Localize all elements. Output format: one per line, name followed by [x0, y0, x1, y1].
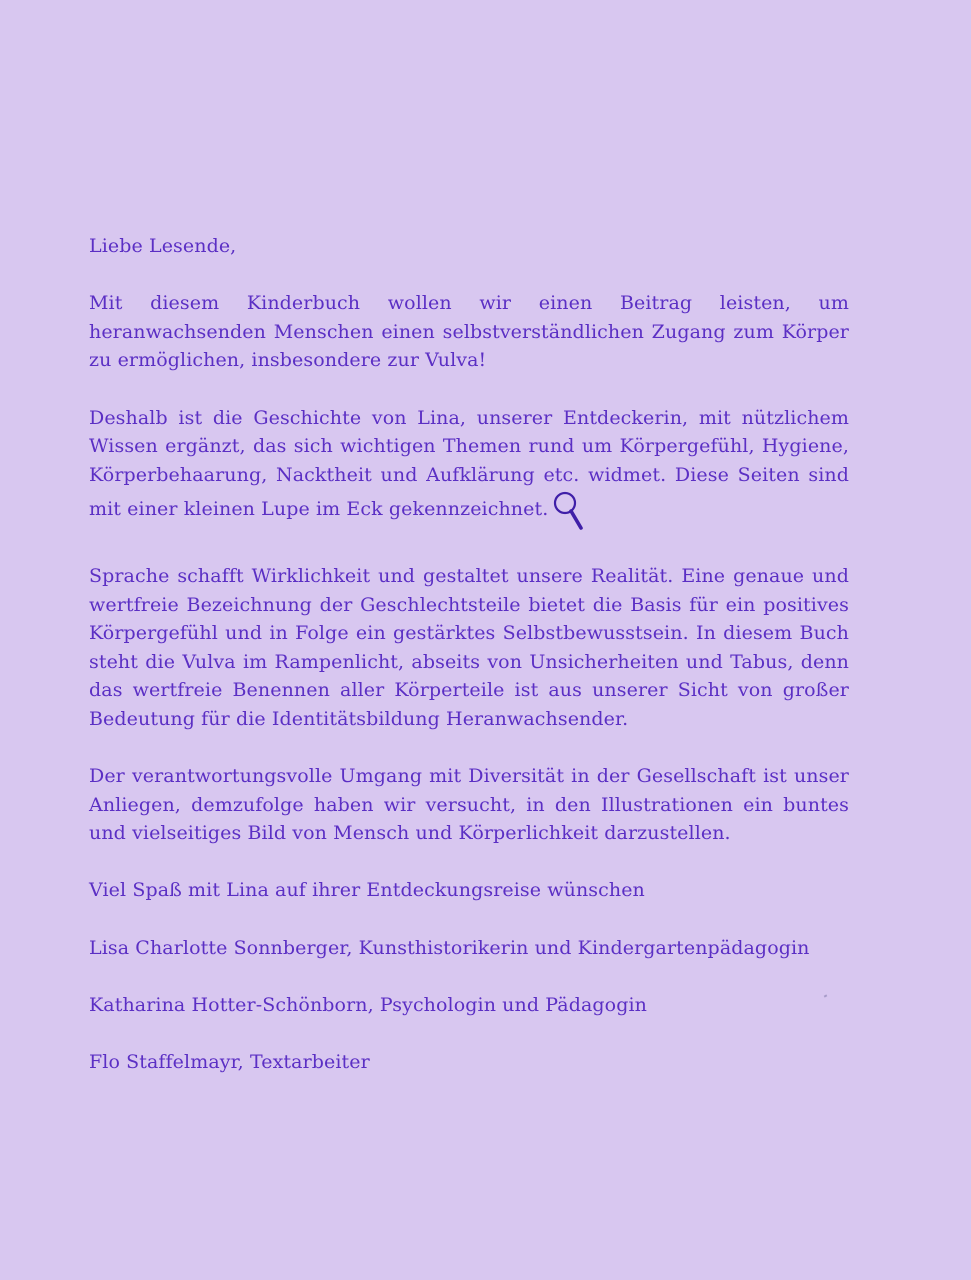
signature-line: Katharina Hotter-Schönborn, Psychologin und Pädagogin [89, 993, 647, 1016]
paragraph-language: Sprache schafft Wirklichkeit und gestaltet unsere Realität. Eine genaue und wertfreie Bezeichnung der Geschlechtsteile bietet die Basis für ein positives Körpergefühl und in Folge ein gestärktes Selbstbewusstsein. In diesem Buch steht die Vulva im Rampenlicht, abseits von Unsicherheiten und Tabus, denn das wertfreie Benennen aller Körperteile ist aus unserer Sicht von großer Bedeutung für die Identitätsbildung Heranwachsender. [89, 564, 849, 730]
foreword-text [89, 232, 849, 1105]
signature-block [89, 934, 849, 1077]
signature-line: Lisa Charlotte Sonnberger, Kunsthistorikerin und Kindergartenpädagogin [89, 936, 810, 959]
paragraph-lupe-info [89, 404, 849, 534]
paragraph-lupe-text: Deshalb ist die Geschichte von Lina, unserer Entdeckerin, mit nützlichem Wissen ergänzt, das sich wichtigen Themen rund um Körpergefühl, Hygiene, Körperbehaarung, Nacktheit und Aufklärung etc. widmet. Diese Seiten sind mit einer kleinen Lupe im Eck gekennzeichnet. [89, 406, 849, 521]
magnifier-icon [550, 489, 586, 533]
paragraph-diversity: Der verantwortungsvolle Umgang mit Diversität in der Gesellschaft ist unser Anliegen, demzufolge haben wir versucht, in den Illustrationen ein buntes und vielseitiges Bild von Mensch und Körperlichkeit darzustellen. [89, 765, 849, 845]
paragraph-intro: Mit diesem Kinderbuch wollen wir einen Beitrag leisten, um heranwachsenden Menschen einen selbstverständlichen Zugang zum Körper zu ermöglichen, insbesondere zur Vulva! [89, 292, 849, 372]
signature-line: Flo Staffelmayr, Textarbeiter [89, 1051, 370, 1074]
salutation: Liebe Lesende, [89, 235, 237, 257]
closing-line: Viel Spaß mit Lina auf ihrer Entdeckungsreise wünschen [89, 879, 645, 902]
